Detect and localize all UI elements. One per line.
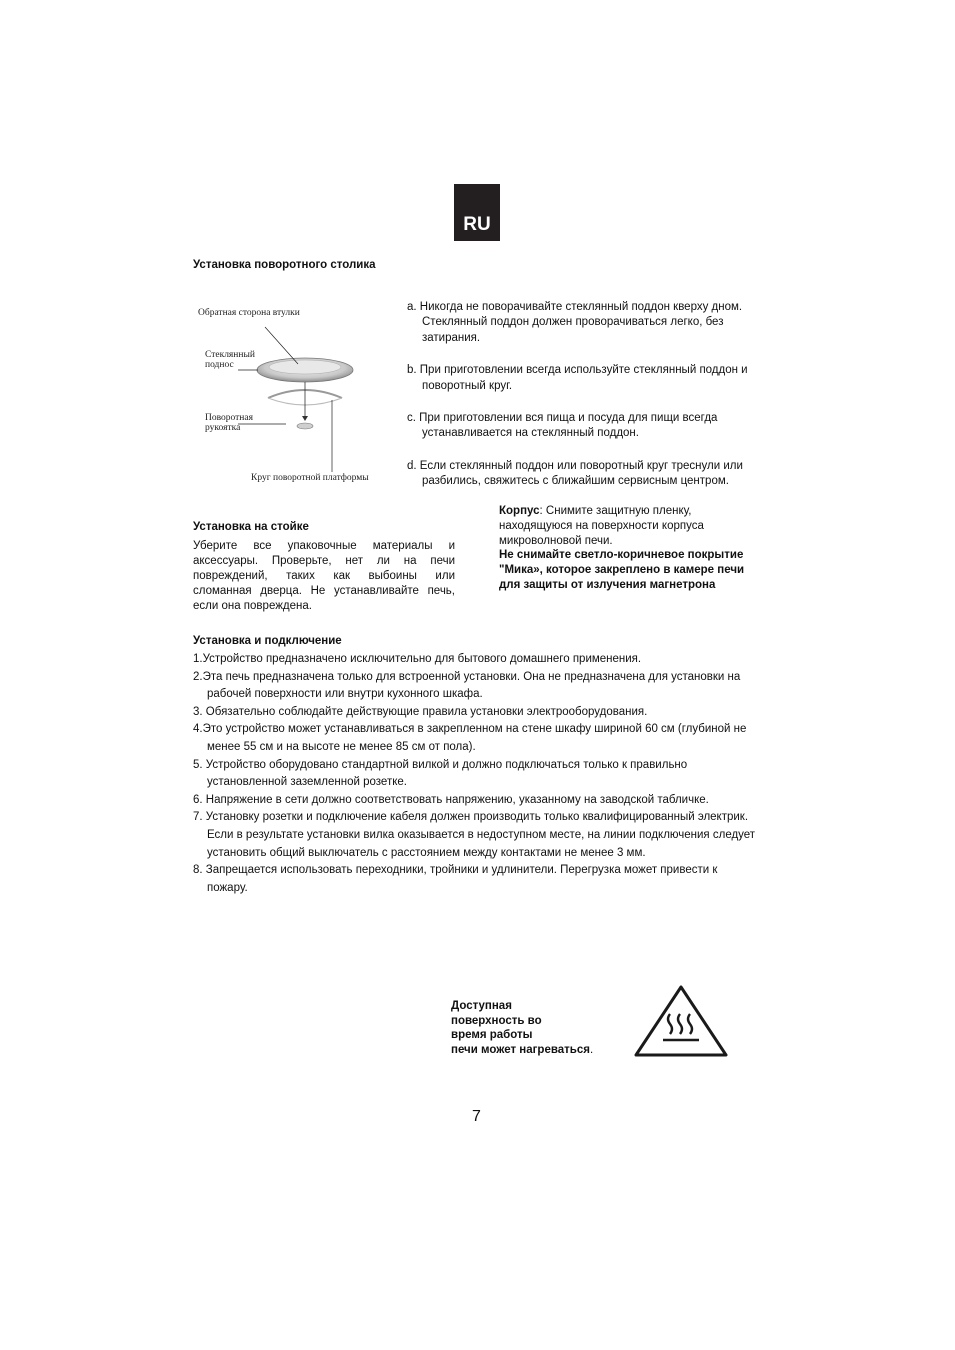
list-item: 6. Напряжение в сети должно соответствовать напряжению, указанному на заводской табличке.	[193, 793, 709, 806]
cabinet-text: : Снимите защитную пленку, находящуюся на поверхности корпуса микроволновой печи.	[499, 505, 704, 547]
turntable-instructions	[407, 300, 762, 490]
hot-surface-note	[451, 999, 593, 1057]
turntable-illustration	[190, 300, 400, 490]
counter-heading: Установка на стойке	[193, 521, 309, 533]
list-item: a. Никогда не поворачивайте стеклянный поддон кверху дном. Стеклянный поддон должен проворачиваться легко, без затирания.	[407, 301, 743, 344]
ring-label: Круг поворотной платформы	[251, 473, 369, 483]
turntable-heading: Установка поворотного столика	[193, 259, 376, 271]
turntable-diagram	[190, 300, 400, 490]
hot-surface-warning-icon	[633, 984, 729, 1058]
language-badge: RU	[454, 184, 500, 241]
hot-surface-dot: .	[589, 1043, 594, 1056]
hot-surface-line4: печи может нагреваться	[451, 1043, 590, 1056]
hot-surface-line3: время работы	[451, 1029, 533, 1041]
cabinet-label: Корпус	[499, 505, 540, 517]
list-item: 4.Это устройство может устанавливаться в закрепленном на стене шкафу шириной 60 см (глубиной не менее 55 см и на высоте не менее 85 см от пола).	[193, 723, 747, 753]
hub-label: Обратная сторона втулки	[198, 308, 300, 318]
hot-surface-line1: Доступная	[451, 1000, 512, 1012]
roller-label-line1: Поворотная	[205, 413, 253, 423]
list-item: 1.Устройство предназначено исключительно для бытового домашнего применения.	[193, 653, 642, 665]
mica-warning: Не снимайте светло-коричневое покрытие "Мика», которое закреплено в камере печи для защиты от излучения магнетрона	[499, 549, 745, 591]
list-item: b. При приготовлении всегда используйте стеклянный поддон и поворотный круг.	[407, 364, 748, 392]
list-item: 5. Устройство оборудовано стандартной вилкой и должно подключаться только к правильно установленной заземленной розетке.	[193, 758, 688, 789]
counter-text: Уберите все упаковочные материалы и аксессуары. Проверьте, нет ли на печи повреждений, таких как выбоины или сломанная дверца. Не устанавливайте печь, если она повреждена.	[193, 540, 455, 612]
list-item: c. При приготовлении вся пища и посуда для пищи всегда устанавливается на стеклянный поддон.	[407, 412, 718, 440]
list-item: 8. Запрещается использовать переходники, тройники и удлинители. Перегрузка может привести к пожару.	[193, 864, 718, 894]
install-heading: Установка и подключение	[193, 635, 342, 647]
page-number: 7	[472, 1108, 481, 1125]
roller-label-line2: рукоятка	[205, 423, 241, 433]
list-item: 2.Эта печь предназначена только для встроенной установки. Она не предназначена для установки на рабочей поверхности или внутри кухонного шкафа.	[193, 670, 741, 701]
list-item: d. Если стеклянный поддон или поворотный круг треснули или разбились, свяжитесь с ближайшим сервисным центром.	[407, 459, 743, 488]
cabinet-note	[499, 504, 761, 549]
install-steps	[193, 651, 761, 897]
list-item: 7. Установку розетки и подключение кабеля должен производить только квалифицированный электрик. Если в результате установки вилка оказывается в недоступном месте, на линии подключения следует установить общий выключатель с расстоянием между контактами не менее 3 мм.	[193, 811, 756, 859]
glass-tray-label-line1: Стеклянный	[205, 350, 255, 360]
list-item: 3. Обязательно соблюдайте действующие правила установки электрооборудования.	[193, 705, 648, 718]
hot-surface-line2: поверхность во	[451, 1014, 542, 1027]
glass-tray-label-line2: поднос	[205, 360, 234, 370]
